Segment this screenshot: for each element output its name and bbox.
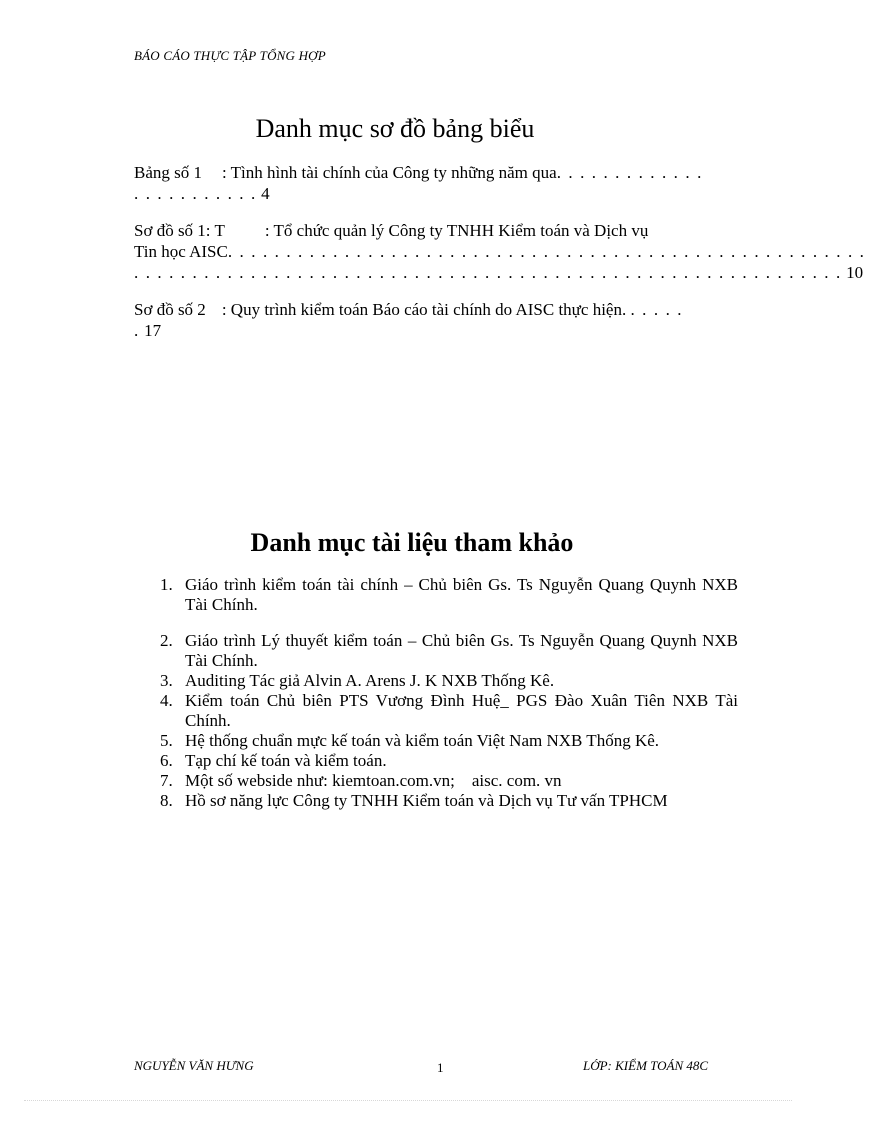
footer-author: NGUYỄN VĂN HƯNG xyxy=(134,1058,254,1073)
list-item-number: 2. xyxy=(160,631,173,650)
toc-title: Danh mục sơ đồ bảng biểu xyxy=(255,114,535,143)
list-item-text: Hồ sơ năng lực Công ty TNHH Kiểm toán và Dịch vụ Tư vấn TPHCM xyxy=(185,791,668,810)
list-item-text: Kiểm toán Chủ biên PTS Vương Đình Huệ_ PGS Đào Xuân Tiên NXB Tài Chính. xyxy=(185,691,738,730)
toc-leader-dots: . . . . . xyxy=(630,300,684,319)
toc-entry-label: Bảng số 1 xyxy=(134,163,202,182)
toc-entry-text: : Tổ chức quản lý Công ty TNHH Kiểm toán và Dịch vụ xyxy=(264,221,649,240)
toc-entry-text: : Quy trình kiểm toán Báo cáo tài chính do AISC thực hiện. xyxy=(221,300,627,319)
list-item-text: Auditing Tác giả Alvin A. Arens J. K NXB Thống Kê. xyxy=(185,671,555,690)
list-item-number: 8. xyxy=(160,791,173,810)
toc-entry-table-1 xyxy=(134,162,734,204)
footer-class: LỚP: KIỂM TOÁN 48C xyxy=(583,1058,709,1073)
list-item xyxy=(160,751,738,771)
toc-entry-label: Sơ đồ số 2 xyxy=(134,300,206,319)
list-item-number: 4. xyxy=(160,691,173,710)
toc-entry-line xyxy=(134,241,866,262)
references-list xyxy=(160,575,738,811)
list-item-text: Một số webside như: kiemtoan.com.vn; aisc. com. vn xyxy=(185,771,562,790)
running-header: BÁO CÁO THỰC TẬP TỔNG HỢP xyxy=(134,48,326,63)
list-item xyxy=(160,671,738,691)
list-item xyxy=(160,731,738,751)
list-item-number: 6. xyxy=(160,751,173,770)
toc-entry-line xyxy=(134,320,734,341)
toc-entry-line xyxy=(134,183,734,204)
list-item-number: 5. xyxy=(160,731,173,750)
table-of-figures xyxy=(134,162,866,357)
toc-entry-label: Sơ đồ số 1: T xyxy=(134,221,225,240)
list-item xyxy=(160,791,738,811)
toc-entry-line xyxy=(134,220,734,241)
list-item xyxy=(160,631,738,671)
toc-page-number: 4 xyxy=(261,184,270,203)
list-item-number: 3. xyxy=(160,671,173,690)
toc-leader-dots: . . . . . . . . . . . . . . . . . . . . . . . . . . . . . . . . . . . . . . . . . . . . . . . . . . . . . . . . . . . . . xyxy=(134,263,842,282)
footer-page-number: 1 xyxy=(437,1060,444,1075)
toc-page-number: 10 xyxy=(846,263,864,282)
references-title: Danh mục tài liệu tham khảo xyxy=(250,528,574,557)
toc-leader-dots: . . . . . . . . . . . . . . . . . . . . . . . . . . . . . . . . . . . . . . . . . . . . . . . . . . . . . . . xyxy=(227,242,866,261)
page-bottom-divider xyxy=(24,1100,792,1101)
list-item-number: 1. xyxy=(160,575,173,594)
toc-page-number: 17 xyxy=(144,321,162,340)
list-item xyxy=(160,771,738,791)
toc-leader-dots: . xyxy=(134,321,140,340)
toc-entry-line xyxy=(134,162,734,183)
toc-entry-line xyxy=(134,299,734,320)
list-item-text: Hệ thống chuẩn mực kế toán và kiểm toán Việt Nam NXB Thống Kê. xyxy=(185,731,660,750)
list-item-text: Giáo trình kiểm toán tài chính – Chủ biên Gs. Ts Nguyễn Quang Quynh NXB Tài Chính. xyxy=(185,575,738,614)
toc-leader-dots: . . . . . . . . . . . xyxy=(134,184,257,203)
toc-entry-diagram-1 xyxy=(134,220,866,283)
toc-entry-diagram-2 xyxy=(134,299,734,341)
list-item-text: Giáo trình Lý thuyết kiểm toán – Chủ biên Gs. Ts Nguyễn Quang Quynh NXB Tài Chính. xyxy=(185,631,738,670)
toc-entry-text: : Tình hình tài chính của Công ty những năm qua xyxy=(222,163,557,182)
toc-entry-line xyxy=(134,262,864,283)
list-item xyxy=(160,691,738,731)
toc-leader-dots: . . . . . . . . . . . . . xyxy=(556,163,703,182)
list-item-text: Tạp chí kế toán và kiểm toán. xyxy=(185,751,387,770)
toc-entry-text: Tin học AISC xyxy=(134,242,228,261)
list-item-number: 7. xyxy=(160,771,173,790)
list-item xyxy=(160,575,738,615)
